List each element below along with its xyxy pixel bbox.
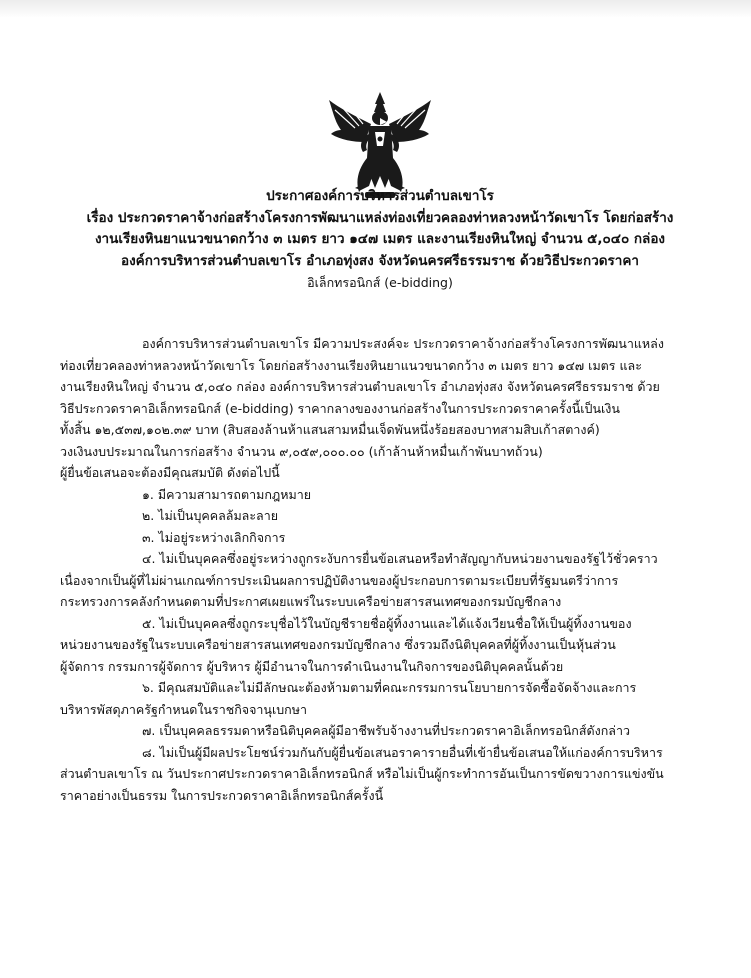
qualification-item-6-cont: บริหารพัสดุภาครัฐกำหนดในราชกิจจานุเบกษา <box>60 701 308 717</box>
title-line-1: ประกาศองค์การบริหารส่วนตำบลเขาโร <box>266 188 494 204</box>
qualification-item-4-cont: กระทรวงการคลังกำหนดตามที่ประกาศเผยแพร่ในระบบเครือข่ายสารสนเทศของกรมบัญชีกลาง <box>60 594 562 609</box>
title-line-5: อิเล็กทรอนิกส์ (e-bidding) <box>307 275 453 290</box>
qualification-item-3: ๓. ไม่อยู่ระหว่างเลิกกิจการ <box>142 529 286 545</box>
qualification-item-8-cont: ส่วนตำบลเขาโร ณ วันประกาศประกวดราคาอิเล็กทรอนิกส์ หรือไม่เป็นผู้กระทำการอันเป็นการขัดขวางการแข่งขัน <box>60 766 664 781</box>
qualifications-heading: ผู้ยื่นข้อเสนอจะต้องมีคุณสมบัติ ดังต่อไปนี้ <box>60 465 280 480</box>
scan-edge <box>0 0 751 18</box>
qualification-item-5-cont: หน่วยงานของรัฐในระบบเครือข่ายสารสนเทศของกรมบัญชีกลาง ซึ่งรวมถึงนิติบุคคลที่ผู้ทิ้งงานเป็นหุ้นส่วน <box>60 637 616 652</box>
qualification-item-4-cont: เนื่องจากเป็นผู้ที่ไม่ผ่านเกณฑ์การประเมินผลการปฏิบัติงานของผู้ประกอบการตามระเบียบที่รัฐมนตรีว่าการ <box>60 572 619 588</box>
announcement-title <box>60 186 700 294</box>
qualification-item-2: ๒. ไม่เป็นบุคคลล้มละลาย <box>142 508 279 523</box>
body-paragraph-line: งานเรียงหินใหญ่ จำนวน ๕,๐๔๐ กล่อง องค์การบริหารส่วนตำบลเขาโร อำเภอทุ่งสง จังหวัดนครศรีธรรมราช ด้วย <box>60 379 660 394</box>
title-line-4: องค์การบริหารส่วนตำบลเขาโร อำเภอทุ่งสง จังหวัดนครศรีธรรมราช ด้วยวิธีประกวดราคา <box>120 252 639 269</box>
qualification-item-1: ๑. มีความสามารถตามกฎหมาย <box>142 486 312 502</box>
body-paragraph-line: วิธีประกวดราคาอิเล็กทรอนิกส์ (e-bidding) ราคากลางของงานก่อสร้างในการประกวดราคาครั้งนี้เป็นเงิน <box>60 400 620 416</box>
qualification-item-5: ๕. ไม่เป็นบุคคลซึ่งถูกระบุชื่อไว้ในบัญชีรายชื่อผู้ทิ้งงานและได้แจ้งเวียนชื่อให้เป็นผู้ทิ้งงานของ <box>142 615 632 631</box>
body-paragraph-line: องค์การบริหารส่วนตำบลเขาโร มีความประสงค์จะ ประกวดราคาจ้างก่อสร้างโครงการพัฒนาแหล่ง <box>142 336 664 351</box>
qualification-item-4: ๔. ไม่เป็นบุคคลซึ่งอยู่ระหว่างถูกระงับการยื่นข้อเสนอหรือทำสัญญากับหน่วยงานของรัฐไว้ชั่วคราว <box>142 551 658 566</box>
body-paragraph-line: วงเงินงบประมาณในการก่อสร้าง จำนวน ๙,๐๕๙,๐๐๐.๐๐ (เก้าล้านห้าหมื่นเก้าพันบาทถ้วน) <box>60 443 543 459</box>
title-line-2: เรื่อง ประกวดราคาจ้างก่อสร้างโครงการพัฒนาแหล่งท่องเที่ยวคลองท่าหลวงหน้าวัดเขาโร โดยก่อสร้าง <box>86 209 674 226</box>
body-paragraph-line: ทั้งสิ้น ๑๒,๕๓๗,๑๐๒.๓๙ บาท (สิบสองล้านห้าแสนสามหมื่นเจ็ดพันหนึ่งร้อยสองบาทสามสิบเก้าสตางค์) <box>60 422 600 437</box>
qualification-item-8: ๘. ไม่เป็นผู้มีผลประโยชน์ร่วมกันกับผู้ยื่นข้อเสนอราคารายอื่นที่เข้ายื่นข้อเสนอให้แก่องค์การบริหาร <box>142 744 663 760</box>
announcement-body <box>60 333 700 806</box>
qualification-item-6: ๖. มีคุณสมบัติและไม่มีลักษณะต้องห้ามตามที่คณะกรรมการนโยบายการจัดซื้อจัดจ้างและการ <box>142 680 637 695</box>
body-paragraph-line: ท่องเที่ยวคลองท่าหลวงหน้าวัดเขาโร โดยก่อสร้างงานเรียงหินยาแนวขนาดกว้าง ๓ เมตร ยาว ๑๔๗ เมตร และ <box>60 357 642 373</box>
qualification-item-8-cont: ราคาอย่างเป็นธรรม ในการประกวดราคาอิเล็กทรอนิกส์ครั้งนี้ <box>60 787 384 803</box>
title-line-3: งานเรียงหินยาแนวขนาดกว้าง ๓ เมตร ยาว ๑๔๗ เมตร และงานเรียงหินใหญ่ จำนวน ๕,๐๔๐ กล่อง <box>94 231 666 247</box>
qualification-item-7: ๗. เป็นบุคคลธรรมดาหรือนิติบุคคลผู้มีอาชีพรับจ้างงานที่ประกวดราคาอิเล็กทรอนิกส์ดังกล่าว <box>142 723 630 738</box>
qualification-item-5-cont: ผู้จัดการ กรรมการผู้จัดการ ผู้บริหาร ผู้มีอำนาจในการดำเนินงานในกิจการของนิติบุคคลนั้นด้วย <box>60 658 564 674</box>
